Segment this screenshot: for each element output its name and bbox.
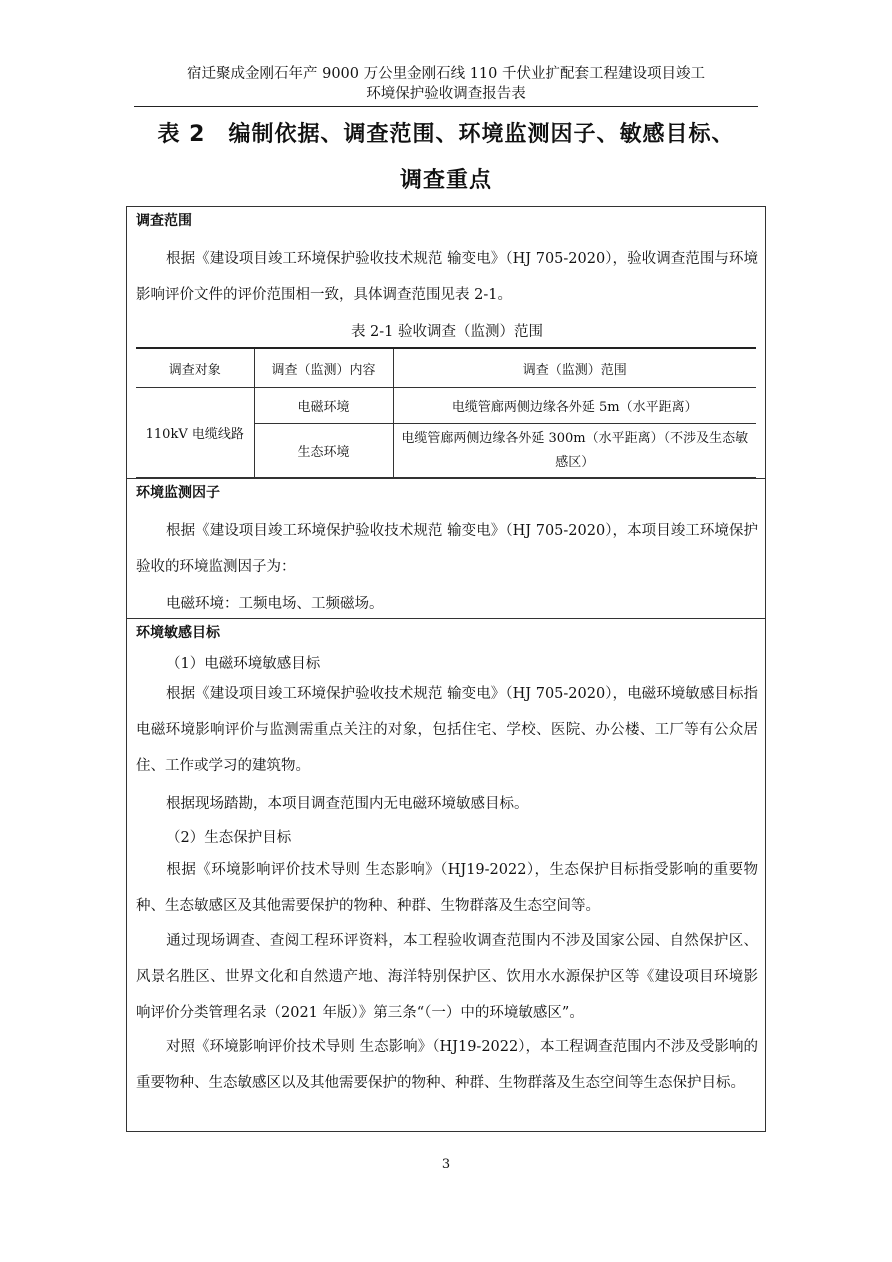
table-row (136, 388, 756, 424)
eco-targets-definition: 根据《环境影响评价技术导则 生态影响》（HJ19-2022），生态保护目标指受影响的重要物种、生态敏感区及其他需要保护的物种、种群、生物群落及生态空间等。 (136, 862, 758, 914)
column-header: 调查对象 (136, 348, 254, 388)
table-header-row (136, 348, 756, 388)
eco-targets-conclusion: 对照《环境影响评价技术导则 生态影响》（HJ19-2022），本工程调查范围内不涉及受影响的重要物种、生态敏感区以及其他需要保护的物种、种群、生物群落及生态空间等生态保护目标。 (136, 1039, 758, 1091)
scope-table (136, 347, 756, 478)
scope-cell: 电缆管廊两侧边缘各外延 300m（水平距离）（不涉及生态敏感区） (393, 424, 756, 478)
header-rule (134, 106, 758, 107)
section-divider (126, 478, 766, 479)
survey-scope-paragraph: 根据《建设项目竣工环境保护验收技术规范 输变电》（HJ 705-2020），验收调查范围与环境影响评价文件的评价范围相一致，具体调查范围见表 2-1。 (136, 251, 758, 303)
monitoring-factors-list: 电磁环境：工频电场、工频磁场。 (166, 596, 384, 612)
header-line-2: 环境保护验收调查报告表 (366, 86, 526, 102)
subheading-eco-targets: （2）生态保护目标 (166, 830, 292, 846)
content-cell: 生态环境 (254, 424, 393, 478)
em-targets-result: 根据现场踏勘，本项目调查范围内无电磁环境敏感目标。 (166, 796, 529, 812)
survey-object-cell: 110kV 电缆线路 (136, 388, 254, 478)
running-header (134, 64, 758, 104)
content-cell: 电磁环境 (254, 388, 393, 424)
column-header: 调查（监测）内容 (254, 348, 393, 388)
page-number: 3 (441, 1157, 451, 1172)
header-line-1: 宿迁聚成金刚石年产 9000 万公里金刚石线 110 千伏业扩配套工程建设项目竣工 (186, 66, 705, 82)
table-title-line-2: 调查重点 (399, 168, 492, 193)
column-header: 调查（监测）范围 (393, 348, 756, 388)
table-caption: 表 2-1 验收调查（监测）范围 (350, 324, 544, 340)
section-label-monitoring-factors: 环境监测因子 (136, 485, 220, 501)
section-label-sensitive-targets: 环境敏感目标 (136, 625, 220, 641)
subheading-em-targets: （1）电磁环境敏感目标 (166, 656, 321, 672)
monitoring-factors-paragraph: 根据《建设项目竣工环境保护验收技术规范 输变电》（HJ 705-2020），本项目竣工环境保护验收的环境监测因子为： (136, 523, 758, 575)
eco-targets-survey: 通过现场调查、查阅工程环评资料，本工程验收调查范围内不涉及国家公园、自然保护区、风景名胜区、世界文化和自然遗产地、海洋特别保护区、饮用水水源保护区等《建设项目环境影响评价分类管理名录（2021 年版）》第三条“（一）中的环境敏感区”。 (136, 933, 758, 1021)
scope-cell: 电缆管廊两侧边缘各外延 5m（水平距离） (393, 388, 756, 424)
em-targets-definition: 根据《建设项目竣工环境保护验收技术规范 输变电》（HJ 705-2020），电磁环境敏感目标指电磁环境影响评价与监测需重点关注的对象，包括住宅、学校、医院、办公楼、工厂等有公众居住、工作或学习的建筑物。 (136, 686, 758, 774)
section-label-survey-scope: 调查范围 (136, 213, 192, 229)
table-title-line-1: 表 2 编制依据、调查范围、环境监测因子、敏感目标、 (157, 122, 735, 147)
section-divider (126, 618, 766, 619)
